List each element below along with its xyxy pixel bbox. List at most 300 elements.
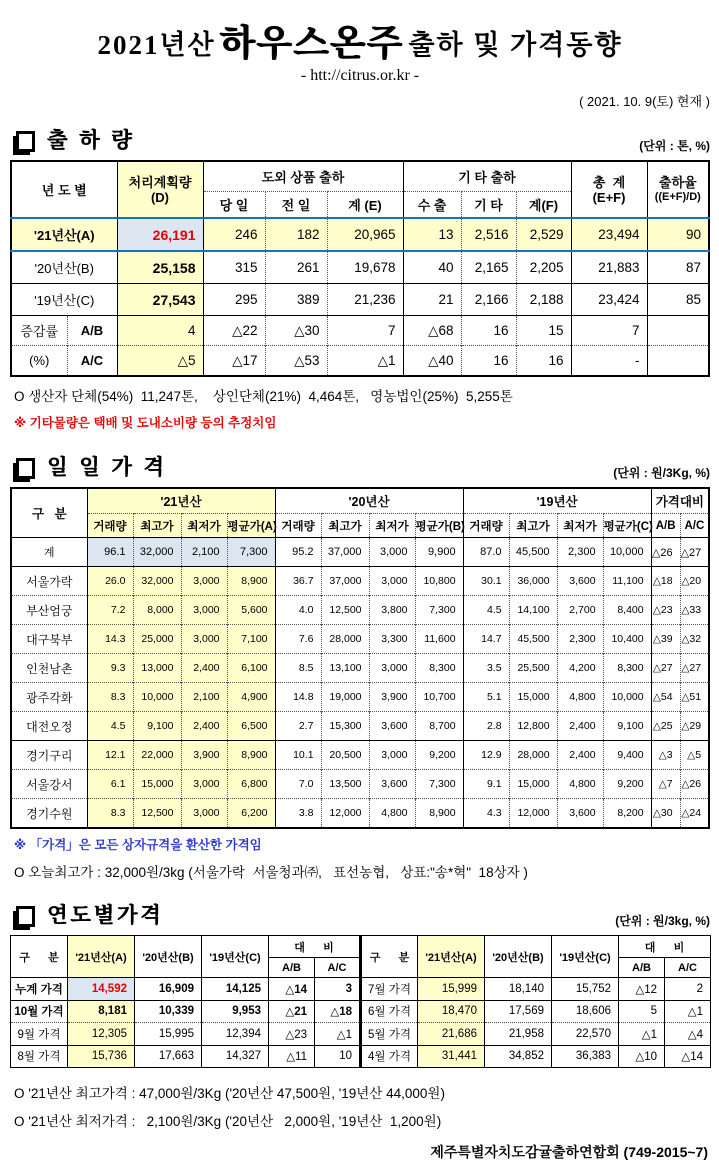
table-cell: 2,400 — [557, 712, 603, 741]
table-cell: 4월 가격 — [361, 1045, 418, 1068]
table-cell: 9,200 — [415, 741, 463, 770]
title-suffix: 출하 및 가격동향 — [408, 30, 623, 60]
table-cell: △1 — [619, 1023, 665, 1046]
col-header-plan-line2: (D) — [150, 189, 170, 205]
table-cell: 8,181 — [68, 1000, 135, 1023]
section-title-yearly: 연도별가격 — [47, 904, 164, 927]
col-header-ac-right: A/C — [678, 961, 697, 974]
table-cell: 4.3 — [463, 799, 509, 829]
table-cell: 3,900 — [181, 741, 227, 770]
table-cell: △30 — [265, 316, 327, 346]
col-header-ac-left: A/C — [327, 961, 347, 974]
section-head-shipment — [10, 124, 710, 154]
table-cell: 17,663 — [135, 1045, 202, 1068]
table-cell: 13,100 — [321, 654, 369, 683]
table-cell: 22,570 — [552, 1023, 619, 1046]
table-cell: △27 — [651, 654, 680, 683]
table-cell: △33 — [681, 604, 702, 616]
col-header-yearly: 년 도 별 — [11, 161, 117, 218]
table-cell: 8.3 — [87, 683, 133, 712]
table-cell: 9,953 — [202, 1000, 269, 1023]
table-header-cell: 최저가 — [181, 514, 227, 538]
table-cell: 8,400 — [603, 596, 651, 625]
table-cell: 15 — [516, 316, 571, 346]
table-cell: 3,000 — [181, 799, 227, 829]
table-cell: △17 — [203, 346, 265, 377]
table-cell: 246 — [203, 218, 265, 251]
table-cell: 14,100 — [509, 596, 557, 625]
table-cell: 3,000 — [369, 654, 415, 683]
col-header-gubun-right: 구 분 — [361, 936, 418, 978]
table-header-cell: 평균가(B) — [415, 514, 463, 538]
section-box-icon — [16, 906, 35, 927]
col-header-y19-right: '19년산(C) — [552, 936, 619, 978]
table-cell: △3 — [651, 741, 680, 770]
table-cell: 13,000 — [133, 654, 181, 683]
table-cell: △26 — [681, 778, 702, 790]
table-cell: 계 — [11, 538, 87, 567]
daily-price-row — [11, 683, 709, 712]
table-cell: △5 — [687, 749, 702, 761]
col-header-gubun: 구 분 — [11, 488, 87, 538]
table-cell: 11,600 — [415, 625, 463, 654]
col-group-compare-left: 대 비 — [269, 936, 361, 958]
table-cell: 5 — [619, 1000, 665, 1023]
table-cell: 14.3 — [87, 625, 133, 654]
col-header-y20-left: '20년산(B) — [135, 936, 202, 978]
table-cell: 26,191 — [117, 218, 203, 251]
table-cell: △4 — [687, 1028, 703, 1041]
table-cell: 18,140 — [485, 978, 552, 1001]
footer-note-high: O '21년산 최고가격 : 47,000원/3Kg ('20년산 47,500원, '19년산 44,000원) — [14, 1086, 445, 1101]
table-cell: 15,995 — [135, 1023, 202, 1046]
table-cell: 12,394 — [202, 1023, 269, 1046]
table-cell: 6,200 — [227, 799, 275, 829]
daily-price-row — [11, 799, 709, 829]
table-cell: 7 — [327, 316, 403, 346]
table-cell: 6,500 — [227, 712, 275, 741]
table-cell: △26 — [651, 538, 680, 567]
yearly-price-table — [10, 935, 711, 1068]
table-cell: 2,400 — [181, 654, 227, 683]
table-cell: 10,339 — [135, 1000, 202, 1023]
table-cell: 26.0 — [87, 567, 133, 596]
table-cell: 경기수원 — [11, 799, 87, 829]
yearly-header-row-1 — [11, 936, 711, 958]
col-header-total-line2: (E+F) — [592, 189, 626, 205]
table-cell: 3,000 — [181, 596, 227, 625]
table-cell: 7.2 — [87, 596, 133, 625]
table-cell: 16 — [461, 316, 516, 346]
table-cell: 34,852 — [485, 1045, 552, 1068]
table-cell: 서울강서 — [11, 770, 87, 799]
table-cell: △1 — [327, 346, 403, 377]
table-header-cell: 평균가(A) — [227, 514, 275, 538]
table-cell: 45,500 — [509, 538, 557, 567]
table-cell: 40 — [403, 251, 461, 284]
table-cell: △24 — [681, 807, 702, 819]
table-cell: 2,100 — [181, 538, 227, 567]
table-cell: 315 — [203, 251, 265, 284]
table-cell: 3,000 — [369, 538, 415, 567]
daily-note-today-high: O 오늘최고가 : 32,000원/3kg (서울가락 서울청과㈜, 표선농협, 상표:"송*혁" 18상자 ) — [14, 865, 528, 880]
table-cell: △40 — [403, 346, 461, 377]
table-cell: 17,569 — [485, 1000, 552, 1023]
table-header-cell: 거래량 — [275, 514, 321, 538]
table-cell: 21,686 — [418, 1023, 485, 1046]
table-cell: 서울가락 — [11, 567, 87, 596]
table-cell: 3,000 — [181, 567, 227, 596]
col-header-rate-line2: ((E+F)/D) — [654, 190, 701, 203]
table-cell: 2.8 — [463, 712, 509, 741]
table-cell: 2 — [696, 982, 703, 995]
site-url: - htt://citrus.or.kr - — [300, 67, 420, 84]
table-cell: 14.7 — [463, 625, 509, 654]
table-cell: 7,300 — [415, 596, 463, 625]
table-cell: 8,900 — [227, 567, 275, 596]
yearly-price-row — [11, 1045, 711, 1068]
table-cell: 18,606 — [552, 1000, 619, 1023]
table-header-cell: 거래량 — [463, 514, 509, 538]
table-header-cell: 최고가 — [133, 514, 181, 538]
table-cell: 19,000 — [321, 683, 369, 712]
table-cell: 7 — [571, 316, 647, 346]
table-cell: 21,236 — [327, 284, 403, 316]
table-cell: 30.1 — [463, 567, 509, 596]
table-cell: 15,752 — [552, 978, 619, 1001]
table-cell: △14 — [681, 1051, 703, 1064]
table-cell: 14,592 — [68, 978, 135, 1001]
table-cell: 10,000 — [603, 683, 651, 712]
table-cell: 3,600 — [369, 712, 415, 741]
table-header-cell: 최고가 — [509, 514, 557, 538]
col-header-y20-right: '20년산(B) — [485, 936, 552, 978]
table-cell: 16 — [516, 346, 571, 377]
table-cell: 261 — [265, 251, 327, 284]
table-cell — [647, 316, 709, 346]
daily-price-row — [11, 712, 709, 741]
section-box-icon — [16, 458, 35, 479]
table-cell: 2.7 — [275, 712, 321, 741]
table-header-cell: A/C — [680, 514, 709, 538]
report-date: ( 2021. 10. 9(토) 현재 ) — [579, 94, 710, 109]
table-cell: 31,441 — [418, 1045, 485, 1068]
table-cell: 8월 가격 — [11, 1045, 68, 1068]
table-cell: 4,800 — [557, 770, 603, 799]
table-cell: 10월 가격 — [11, 1000, 68, 1023]
table-cell: △1 — [336, 1028, 352, 1041]
table-cell: 295 — [203, 284, 265, 316]
table-cell: △7 — [651, 770, 680, 799]
table-cell: 5,600 — [227, 596, 275, 625]
daily-price-row — [11, 654, 709, 683]
table-cell: 11,100 — [603, 567, 651, 596]
table-header-cell: 최저가 — [369, 514, 415, 538]
table-cell: 87 — [685, 260, 702, 275]
col-header-sum-f: 계(F) — [516, 192, 571, 219]
table-cell: 16,909 — [135, 978, 202, 1001]
yearly-price-row — [11, 1023, 711, 1046]
table-cell: 6월 가격 — [361, 1000, 418, 1023]
table-cell: 10.1 — [275, 741, 321, 770]
table-cell: 경기구리 — [11, 741, 87, 770]
table-cell: △53 — [265, 346, 327, 377]
table-cell: 10,800 — [415, 567, 463, 596]
shipment-row — [11, 346, 709, 377]
table-cell: 12,000 — [509, 799, 557, 829]
table-cell: 14,327 — [202, 1045, 269, 1068]
col-header-gubun-left: 구 분 — [11, 936, 68, 978]
daily-header-row-2 — [11, 514, 709, 538]
section-title-daily: 일 일 가 격 — [47, 456, 167, 479]
table-cell: 87.0 — [463, 538, 509, 567]
table-cell: 37,000 — [321, 538, 369, 567]
table-cell: △23 — [651, 596, 680, 625]
table-cell: 8,200 — [603, 799, 651, 829]
col-header-sum-e: 계 (E) — [327, 192, 403, 219]
table-cell: 28,000 — [509, 741, 557, 770]
table-header-cell: A/B — [651, 514, 680, 538]
table-cell: 증감률 — [11, 316, 67, 346]
table-cell: 2,300 — [557, 625, 603, 654]
col-header-ab-left: A/B — [269, 958, 315, 978]
table-cell: △1 — [687, 1006, 703, 1019]
table-cell: 4.0 — [275, 596, 321, 625]
table-header-cell: 거래량 — [87, 514, 133, 538]
table-cell: 4,800 — [557, 683, 603, 712]
table-cell: 3,900 — [369, 683, 415, 712]
table-cell: 7.6 — [275, 625, 321, 654]
daily-price-row — [11, 538, 709, 567]
table-cell: △27 — [680, 546, 702, 559]
table-cell: A/B — [67, 316, 117, 346]
table-cell: △18 — [330, 1006, 352, 1019]
table-cell: 3,300 — [369, 625, 415, 654]
table-cell: 19,678 — [327, 251, 403, 284]
table-cell: 36.7 — [275, 567, 321, 596]
table-cell: 3,000 — [369, 567, 415, 596]
table-cell: 3 — [345, 982, 352, 995]
col-header-y21-right: '21년산(A) — [418, 936, 485, 978]
table-cell: 15,000 — [509, 683, 557, 712]
table-cell: △12 — [619, 978, 665, 1001]
organization-name: 제주특별자치도감귤출하연합회 (749-2015~7) — [430, 1144, 708, 1160]
daily-price-row — [11, 596, 709, 625]
col-header-ab-right: A/B — [619, 958, 665, 978]
table-cell: 3.5 — [463, 654, 509, 683]
document-header — [10, 14, 710, 85]
table-header-cell: 최고가 — [321, 514, 369, 538]
footer-note-low: O '21년산 최저가격 : 2,100원/3Kg ('20년산 2,000원, '19년산 1,200원) — [14, 1114, 442, 1129]
table-cell: 12,500 — [321, 596, 369, 625]
table-cell: 10,400 — [603, 625, 651, 654]
table-cell: 12,500 — [133, 799, 181, 829]
daily-price-row — [11, 625, 709, 654]
section-title-shipment: 출 하 량 — [47, 129, 135, 152]
table-cell: 대전오정 — [11, 712, 87, 741]
col-group-etc-shipment: 기 타 출하 — [403, 161, 571, 192]
table-cell: 32,000 — [133, 567, 181, 596]
table-cell: 3,600 — [557, 567, 603, 596]
table-cell: 182 — [265, 218, 327, 251]
col-group-y21: '21년산 — [87, 488, 275, 514]
table-cell: 36,000 — [509, 567, 557, 596]
table-cell: 27,543 — [117, 284, 203, 316]
table-cell: 2,166 — [461, 284, 516, 316]
daily-note-price-basis: ※ 「가격」은 모든 상자규격을 환산한 가격임 — [14, 838, 262, 852]
table-header-cell: 최저가 — [557, 514, 603, 538]
title-year: 2021년산 — [97, 30, 216, 60]
col-group-y20: '20년산 — [275, 488, 463, 514]
table-cell: 3,000 — [369, 741, 415, 770]
shipment-note-producers: O 생산자 단체(54%) 11,247톤, 상인단체(21%) 4,464톤, 영농법인(25%) 5,255톤 — [14, 389, 513, 404]
table-cell: 9,100 — [133, 712, 181, 741]
table-cell: △29 — [681, 720, 702, 732]
table-cell: △23 — [269, 1023, 315, 1046]
daily-unit-label: (단위 : 원/3Kg, %) — [613, 466, 710, 480]
table-cell: 누계 가격 — [11, 978, 68, 1001]
table-cell: 2,100 — [181, 683, 227, 712]
table-cell: 8,300 — [603, 654, 651, 683]
table-cell: 32,000 — [133, 538, 181, 567]
table-cell: - — [571, 346, 647, 377]
table-cell: 대구북부 — [11, 625, 87, 654]
title-product: 하우스온주 — [220, 22, 404, 63]
daily-price-row — [11, 741, 709, 770]
table-cell: △5 — [117, 346, 203, 377]
col-header-today: 당 일 — [203, 192, 265, 219]
table-cell: △22 — [203, 316, 265, 346]
table-cell: 12,800 — [509, 712, 557, 741]
table-cell: 15,300 — [321, 712, 369, 741]
shipment-row — [11, 284, 709, 316]
table-cell: 96.1 — [87, 538, 133, 567]
table-cell: △32 — [681, 633, 702, 645]
table-cell: 8,700 — [415, 712, 463, 741]
table-cell: △54 — [651, 683, 680, 712]
table-cell: 389 — [265, 284, 327, 316]
table-cell: △25 — [651, 712, 680, 741]
col-header-plan-line1: 처리계획량 — [128, 174, 192, 190]
table-cell: 25,158 — [117, 251, 203, 284]
table-cell: 8,000 — [133, 596, 181, 625]
table-cell: 22,000 — [133, 741, 181, 770]
shipment-table — [10, 160, 710, 377]
table-cell: (%) — [11, 346, 67, 377]
table-cell: 9.1 — [463, 770, 509, 799]
col-header-y19-left: '19년산(C) — [202, 936, 269, 978]
table-cell: 3,600 — [369, 770, 415, 799]
table-cell: 4,900 — [227, 683, 275, 712]
table-cell: △20 — [681, 575, 702, 587]
table-cell: 12.9 — [463, 741, 509, 770]
page-title — [10, 14, 710, 65]
col-group-compare-right: 대 비 — [619, 936, 711, 958]
table-cell: 10,700 — [415, 683, 463, 712]
table-cell: 2,300 — [557, 538, 603, 567]
table-cell: 3,800 — [369, 596, 415, 625]
section-head-yearly — [10, 899, 710, 929]
table-cell: 2,516 — [461, 218, 516, 251]
table-cell: △21 — [269, 1000, 315, 1023]
table-cell: 16 — [461, 346, 516, 377]
table-cell: 2,400 — [557, 741, 603, 770]
table-cell: A/C — [67, 346, 117, 377]
table-cell: 21,958 — [485, 1023, 552, 1046]
table-cell: 4.5 — [463, 596, 509, 625]
table-cell: △10 — [619, 1045, 665, 1068]
table-cell: 2,165 — [461, 251, 516, 284]
daily-header-row-1 — [11, 488, 709, 514]
table-cell: 2,400 — [181, 712, 227, 741]
table-cell: 23,424 — [571, 284, 647, 316]
table-cell: 21 — [403, 284, 461, 316]
table-cell: 95.2 — [275, 538, 321, 567]
col-header-export: 수 출 — [403, 192, 461, 219]
col-group-y19: '19년산 — [463, 488, 651, 514]
col-group-compare: 가격대비 — [655, 495, 704, 509]
table-cell: 8.5 — [275, 654, 321, 683]
table-cell: 45,500 — [509, 625, 557, 654]
table-cell: 7월 가격 — [361, 978, 418, 1001]
table-cell: 6,100 — [227, 654, 275, 683]
table-cell: 12.1 — [87, 741, 133, 770]
table-cell: 28,000 — [321, 625, 369, 654]
table-cell: △14 — [269, 978, 315, 1001]
table-cell: 25,500 — [509, 654, 557, 683]
table-cell: 6.1 — [87, 770, 133, 799]
table-cell: 9,900 — [415, 538, 463, 567]
table-cell: 18,470 — [418, 1000, 485, 1023]
table-cell: 85 — [647, 284, 709, 316]
table-cell: 4,800 — [369, 799, 415, 829]
table-cell: 14.8 — [275, 683, 321, 712]
col-header-prev: 전 일 — [265, 192, 327, 219]
col-header-plan — [117, 161, 203, 218]
col-header-rate — [647, 161, 709, 218]
table-cell: 2,205 — [516, 251, 571, 284]
col-group-island-shipment: 도외 상품 출하 — [203, 161, 403, 192]
table-cell: 20,965 — [327, 218, 403, 251]
table-cell: 10,000 — [133, 683, 181, 712]
table-cell: 2,700 — [557, 596, 603, 625]
table-cell: 4,200 — [557, 654, 603, 683]
table-cell: 9,200 — [603, 770, 651, 799]
shipment-unit-label: (단위 : 톤, %) — [639, 139, 710, 153]
daily-price-row — [11, 770, 709, 799]
yearly-price-row — [11, 1000, 711, 1023]
table-cell: 25,000 — [133, 625, 181, 654]
shipment-header-row-1 — [11, 161, 709, 192]
table-cell: 15,999 — [418, 978, 485, 1001]
table-cell: 5월 가격 — [361, 1023, 418, 1046]
table-cell: 20,500 — [321, 741, 369, 770]
table-cell: △51 — [681, 691, 702, 703]
col-header-total — [571, 161, 647, 218]
table-cell: 부산엄궁 — [11, 596, 87, 625]
table-cell: △27 — [681, 662, 702, 674]
table-cell: 8,900 — [227, 741, 275, 770]
table-cell: 8.3 — [87, 799, 133, 829]
table-cell: 14,125 — [202, 978, 269, 1001]
table-cell: 9,100 — [603, 712, 651, 741]
table-cell: 37,000 — [321, 567, 369, 596]
table-cell: '20년산(B) — [11, 251, 117, 284]
table-cell: 4 — [117, 316, 203, 346]
table-cell: 4.5 — [87, 712, 133, 741]
table-cell: 21,883 — [571, 251, 647, 284]
table-cell: 12,305 — [68, 1023, 135, 1046]
